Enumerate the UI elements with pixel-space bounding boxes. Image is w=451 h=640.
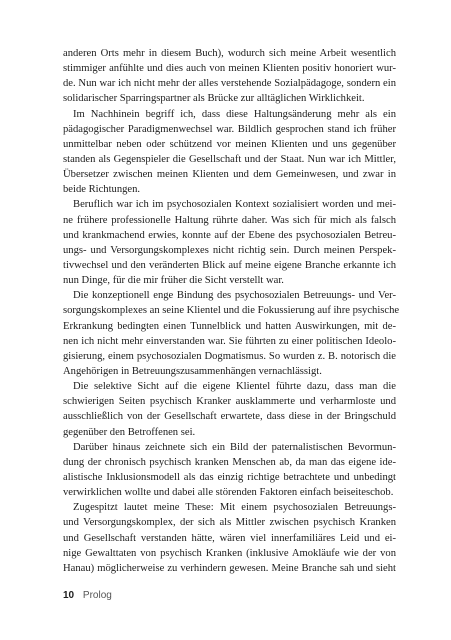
text-line: nen ich nicht mehr einverstanden war. Sie führten zu einer politischen Ideolo- <box>63 335 396 347</box>
text-line: solidarischer Sparringspartner als Brücke zur alltäglichen Wirklichkeit. <box>63 93 365 105</box>
text-line: und Gesellschaft verstanden hätte, wären viel innerfamiliäres Leid und ei- <box>63 532 396 544</box>
paragraph <box>63 288 400 379</box>
text-line: alistische Inklusionsmodell als das einzig richtige betrachtete und unbedingt <box>63 471 396 483</box>
paragraph <box>63 440 396 501</box>
text-line: pädagogischer Paradigmenwechsel war. Bildlich gesprochen stand ich früher <box>63 123 396 135</box>
paragraph <box>63 500 396 576</box>
text-line: und krankmachend erwies, konnte auf der Ebene des psychosozialen Betreu- <box>63 229 396 241</box>
text-line: ungs- und Versorgungskomplexes nicht richtig sein. Durch meinen Perspek- <box>63 244 396 256</box>
text-line: Darüber hinaus zeichnete sich ein Bild der paternalistischen Bevormun- <box>73 441 396 453</box>
text-line: schwierigen Seiten psychisch Kranker ausklammerte und verharmloste und <box>63 396 396 408</box>
paragraph <box>63 379 396 440</box>
text-line: tivwechsel und den veränderten Blick auf meine eigene Branche erkannte ich <box>63 259 396 271</box>
paragraph <box>63 107 396 198</box>
page-number: 10 <box>63 590 75 601</box>
text-line: Die konzeptionell enge Bindung des psychosozialen Betreuungs- und Ver- <box>73 290 396 302</box>
text-line: beide Richtungen. <box>63 184 141 196</box>
text-line: ne frühere professionelle Haltung rührte daher. Was sich für mich als falsch <box>63 214 396 226</box>
text-line: nige Gewalttaten von psychisch Kranken (inklusive Amokläufe wie der von <box>63 547 396 559</box>
page-footer <box>63 590 112 601</box>
text-line: nun Dinge, für die mir früher die Sicht verstellt war. <box>63 275 284 287</box>
text-line: Angehörigen in Betreuungszusammenhängen vernachlässigt. <box>63 365 322 377</box>
text-line: stimmiger anfühlte und dies auch von meinen Klienten positiv honoriert wur- <box>63 63 396 75</box>
paragraph <box>63 197 396 288</box>
text-line: Im Nachhinein begriff ich, dass diese Haltungsänderung mehr als ein <box>73 108 396 120</box>
text-line: gegenüber den Betroffenen sei. <box>63 426 196 438</box>
body-text <box>63 46 400 576</box>
text-line: ausschließlich von der Gesellschaft erwartete, dass diese in der Bringschuld <box>63 411 396 423</box>
paragraph <box>63 46 396 107</box>
text-line: Übersetzer zwischen meinen Klienten und dem Gemeinwesen, und zwar in <box>63 169 396 181</box>
text-line: Beruflich war ich im psychosozialen Kontext sozialisiert worden und mei- <box>73 199 396 211</box>
text-line: unmittelbar neben oder schützend vor meinen Klienten und uns gegenüber <box>63 138 396 150</box>
text-line: Die selektive Sicht auf die eigene Klientel führte dazu, dass man die <box>73 381 396 393</box>
text-line: verwirklichen wollte und dabei alle störenden Faktoren einfach beiseiteschob. <box>63 487 394 499</box>
text-line: Hanau) möglicherweise zu verhindern gewesen. Meine Branche sah und sieht <box>63 562 396 574</box>
text-line: Zugespitzt lautet meine These: Mit einem psychosozialen Betreuungs- <box>73 502 396 514</box>
running-title: Prolog <box>82 590 112 601</box>
text-line: und Versorgungskomplex, der sich als Mittler zwischen psychisch Kranken <box>63 517 396 529</box>
text-line: sorgungskomplexes an seine Klientel und die Fokussierung auf ihre psychische <box>63 305 400 317</box>
text-line: de. Nun war ich nicht mehr der alles verstehende Sozialpädagoge, sondern ein <box>63 78 396 90</box>
text-line: gisierung, einem psychosozialen Dogmatismus. So wurden z. B. notorisch die <box>63 350 396 362</box>
text-line: dung der chronisch psychisch kranken Menschen ab, da man das eigene ide- <box>63 456 396 468</box>
text-line: Erkrankung bedingten einen Tunnelblick und hatten Auswirkungen, mit de- <box>63 320 396 332</box>
text-line: standen als Gegenspieler die Gesellschaft und der Staat. Nun war ich Mittler, <box>63 153 396 165</box>
text-line: anderen Orts mehr in diesem Buch), wodurch sich meine Arbeit wesentlich <box>63 48 396 59</box>
